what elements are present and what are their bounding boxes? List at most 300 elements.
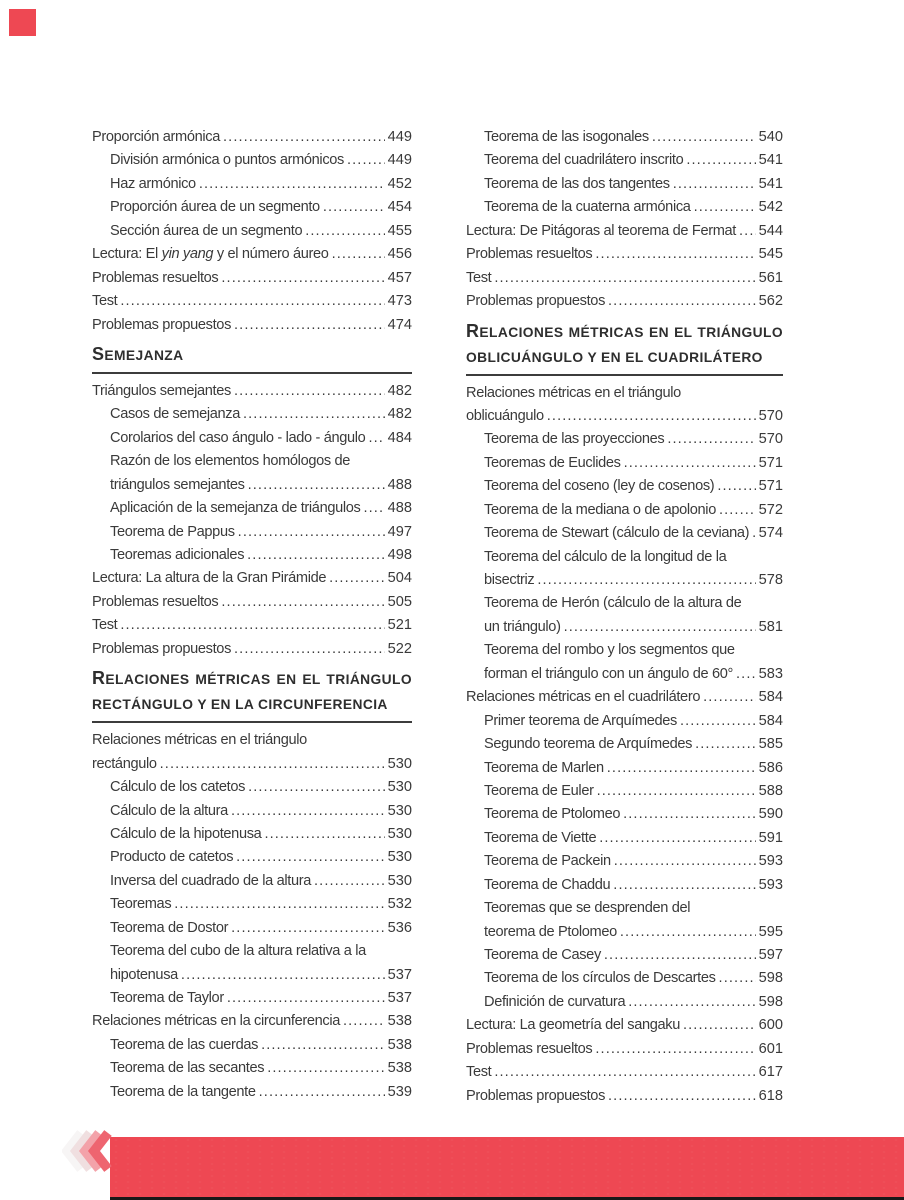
toc-entry bbox=[466, 780, 783, 803]
toc-entry-label: Cálculo de la altura bbox=[110, 802, 228, 819]
toc-entry bbox=[466, 243, 783, 266]
toc-leader-dots bbox=[717, 475, 755, 498]
toc-entry-label: Relaciones métricas en el triángulo bbox=[92, 732, 307, 749]
toc-entry bbox=[466, 267, 783, 290]
toc-entry bbox=[466, 1085, 783, 1108]
toc-page-number: 537 bbox=[387, 966, 412, 983]
toc-entry bbox=[92, 544, 412, 567]
toc-page-number: 572 bbox=[758, 501, 783, 518]
toc-page-number: 474 bbox=[387, 316, 412, 333]
toc-entry-label: Teorema de la cuaterna armónica bbox=[484, 199, 691, 216]
toc-page-number: 530 bbox=[387, 825, 412, 842]
toc-page-number: 591 bbox=[758, 829, 783, 846]
toc-entry bbox=[92, 964, 412, 987]
toc-entry-label: Test bbox=[92, 293, 118, 310]
toc-entry bbox=[92, 220, 412, 243]
toc-leader-dots bbox=[604, 944, 756, 967]
rewind-chevrons-icon bbox=[62, 1130, 118, 1174]
toc-entry-label: Cálculo de la hipotenusa bbox=[110, 825, 262, 842]
toc-page-number: 570 bbox=[758, 431, 783, 448]
toc-entry bbox=[92, 591, 412, 614]
toc-page-number: 590 bbox=[758, 806, 783, 823]
toc-entry bbox=[466, 546, 783, 569]
toc-leader-dots bbox=[323, 196, 385, 219]
toc-page-number: 456 bbox=[387, 246, 412, 263]
toc-leader-dots bbox=[234, 380, 385, 403]
toc-page-number: 484 bbox=[387, 429, 412, 446]
toc-entry bbox=[92, 173, 412, 196]
toc-page-number: 530 bbox=[387, 802, 412, 819]
toc-leader-dots bbox=[231, 800, 385, 823]
toc-entry bbox=[92, 403, 412, 426]
toc-page-number: 617 bbox=[758, 1064, 783, 1081]
toc-entry bbox=[466, 663, 783, 686]
toc-entry-label: Teorema de las isogonales bbox=[484, 129, 649, 145]
toc-page-number: 584 bbox=[758, 712, 783, 729]
bottom-red-band bbox=[110, 1137, 904, 1197]
toc-leader-dots bbox=[160, 753, 385, 776]
toc-entry bbox=[92, 149, 412, 172]
toc-leader-dots bbox=[267, 1057, 384, 1080]
toc-leader-dots bbox=[599, 827, 755, 850]
toc-page-number: 504 bbox=[387, 570, 412, 587]
toc-leader-dots bbox=[620, 921, 756, 944]
toc-entry bbox=[466, 173, 783, 196]
toc-leader-dots bbox=[368, 427, 384, 450]
toc-leader-dots bbox=[719, 967, 756, 990]
toc-page-number: 540 bbox=[758, 129, 783, 145]
toc-leader-dots bbox=[199, 173, 385, 196]
toc-block bbox=[92, 126, 412, 337]
toc-leader-dots bbox=[236, 846, 384, 869]
toc-page-number: 488 bbox=[387, 500, 412, 517]
toc-entry bbox=[92, 474, 412, 497]
toc-leader-dots bbox=[174, 893, 384, 916]
toc-leader-dots bbox=[363, 497, 384, 520]
toc-leader-dots bbox=[343, 1010, 385, 1033]
toc-leader-dots bbox=[624, 452, 756, 475]
toc-page-number: 522 bbox=[387, 640, 412, 657]
toc-entry bbox=[92, 1057, 412, 1080]
toc-leader-dots bbox=[221, 267, 384, 290]
toc-entry bbox=[92, 870, 412, 893]
toc-entry-label: Test bbox=[466, 1064, 492, 1081]
toc-page-number: 530 bbox=[387, 755, 412, 772]
toc-entry-label: Teorema de Taylor bbox=[110, 990, 224, 1006]
toc-entry bbox=[92, 893, 412, 916]
toc-entry-label: Teorema de las cuerdas bbox=[110, 1036, 259, 1053]
toc-leader-dots bbox=[248, 474, 385, 497]
toc-page-number: 562 bbox=[758, 293, 783, 310]
toc-page-number: 530 bbox=[387, 779, 412, 796]
toc-page-number: 578 bbox=[758, 572, 783, 588]
toc-leader-dots bbox=[628, 991, 755, 1014]
toc-leader-dots bbox=[537, 569, 755, 592]
toc-page-number: 542 bbox=[758, 199, 783, 216]
toc-entry-label: Test bbox=[466, 269, 492, 286]
toc-entry-label: Producto de catetos bbox=[110, 849, 234, 866]
toc-page-number: 581 bbox=[758, 618, 783, 635]
toc-entry bbox=[466, 757, 783, 780]
toc-page-number: 452 bbox=[387, 175, 412, 192]
toc-entry bbox=[92, 314, 412, 337]
toc-page-number: 545 bbox=[758, 246, 783, 263]
toc-entry-label: Casos de semejanza bbox=[110, 406, 240, 423]
toc-page-number: 538 bbox=[387, 1036, 412, 1053]
toc-page-number: 541 bbox=[758, 175, 783, 192]
toc-entry bbox=[92, 776, 412, 799]
toc-entry-label: Problemas resueltos bbox=[92, 593, 219, 610]
toc-leader-dots bbox=[234, 638, 385, 661]
toc-entry bbox=[466, 592, 783, 615]
toc-entry-label: Teorema de la tangente bbox=[110, 1083, 256, 1100]
toc-page-number: 488 bbox=[387, 476, 412, 493]
toc-entry-label: Problemas resueltos bbox=[466, 1040, 593, 1057]
toc-page-number: 538 bbox=[387, 1013, 412, 1030]
toc-page-number: 593 bbox=[758, 853, 783, 870]
toc-leader-dots bbox=[238, 521, 385, 544]
toc-entry-label: Teorema del rombo y los segmentos que bbox=[484, 642, 735, 659]
toc-leader-dots bbox=[597, 780, 756, 803]
toc-entry bbox=[466, 196, 783, 219]
toc-leader-dots bbox=[332, 243, 385, 266]
toc-page-number: 497 bbox=[387, 523, 412, 540]
toc-page-number: 537 bbox=[387, 990, 412, 1006]
toc-entry-label: Proporción armónica bbox=[92, 129, 221, 145]
toc-leader-dots bbox=[607, 757, 756, 780]
toc-leader-dots bbox=[736, 663, 756, 686]
toc-leader-dots bbox=[120, 290, 384, 313]
toc-entry-label: Teorema de Dostor bbox=[110, 919, 229, 936]
toc-leader-dots bbox=[494, 1061, 755, 1084]
toc-entry bbox=[466, 991, 783, 1014]
toc-entry-label: oblicuángulo bbox=[466, 407, 544, 424]
toc-block bbox=[466, 382, 783, 1109]
toc-entry bbox=[92, 638, 412, 661]
corner-accent-square bbox=[9, 9, 36, 36]
toc-leader-dots bbox=[314, 870, 385, 893]
toc-leader-dots bbox=[223, 126, 385, 149]
toc-entry-label: Inversa del cuadrado de la altura bbox=[110, 872, 312, 889]
toc-entry bbox=[92, 497, 412, 520]
toc-entry-label: Teorema de Viette bbox=[484, 829, 597, 846]
toc-entry-label: Triángulos semejantes bbox=[92, 382, 231, 399]
toc-leader-dots bbox=[547, 405, 756, 428]
toc-entry bbox=[92, 823, 412, 846]
toc-page-number: 601 bbox=[758, 1040, 783, 1057]
toc-leader-dots bbox=[686, 149, 755, 172]
toc-leader-dots bbox=[248, 776, 385, 799]
section-heading: SEMEJANZA bbox=[92, 342, 412, 374]
toc-entry-label: teorema de Ptolomeo bbox=[484, 923, 617, 940]
toc-entry-label: Teorema de Marlen bbox=[484, 759, 604, 776]
toc-leader-dots bbox=[719, 499, 756, 522]
toc-entry bbox=[92, 243, 412, 266]
toc-entry-label: Sección áurea de un segmento bbox=[110, 222, 303, 239]
toc-entry bbox=[466, 475, 783, 498]
toc-entry-label: bisectriz bbox=[484, 572, 535, 588]
toc-entry-label: Lectura: De Pitágoras al teorema de Fermat bbox=[466, 222, 737, 239]
toc-entry bbox=[92, 267, 412, 290]
toc-entry bbox=[466, 405, 783, 428]
toc-leader-dots bbox=[752, 522, 755, 545]
toc-column-left bbox=[92, 126, 412, 1104]
toc-entry bbox=[92, 940, 412, 963]
toc-entry bbox=[466, 149, 783, 172]
toc-entry-label: Relaciones métricas en el cuadrilátero bbox=[466, 689, 701, 706]
toc-entry-label: Teorema de Euler bbox=[484, 782, 594, 799]
toc-entry bbox=[92, 126, 412, 149]
toc-entry-label: Teorema de Pappus bbox=[110, 523, 235, 540]
toc-leader-dots bbox=[264, 823, 384, 846]
toc-page-number: 530 bbox=[387, 872, 412, 889]
toc-entry bbox=[92, 450, 412, 473]
toc-page-number: 571 bbox=[758, 454, 783, 471]
toc-entry bbox=[466, 382, 783, 405]
toc-entry-label: Teorema de las secantes bbox=[110, 1060, 265, 1077]
toc-entry-label: Teorema del cálculo de la longitud de la bbox=[484, 548, 727, 565]
toc-entry-label: Problemas resueltos bbox=[92, 269, 219, 286]
toc-entry-label: hipotenusa bbox=[110, 966, 178, 983]
toc-entry bbox=[466, 803, 783, 826]
toc-entry bbox=[466, 1038, 783, 1061]
toc-entry-label: Proporción áurea de un segmento bbox=[110, 199, 320, 216]
toc-leader-dots bbox=[673, 173, 756, 196]
toc-entry bbox=[466, 897, 783, 920]
toc-entry-label: Teorema de Herón (cálculo de la altura de bbox=[484, 595, 742, 612]
toc-leader-dots bbox=[120, 614, 384, 637]
toc-entry-label: Teoremas bbox=[110, 896, 172, 913]
toc-leader-dots bbox=[227, 987, 385, 1010]
toc-entry bbox=[466, 733, 783, 756]
section-heading: RELACIONES MÉTRICAS EN EL TRIÁNGULO OBLICUÁNGULO Y EN EL CUADRILÁTERO bbox=[466, 319, 783, 376]
toc-entry-label: forman el triángulo con un ángulo de 60° bbox=[484, 665, 734, 682]
toc-entry-label: Aplicación de la semejanza de triángulos bbox=[110, 500, 361, 517]
toc-entry-label: Teorema de Ptolomeo bbox=[484, 806, 621, 823]
toc-entry bbox=[466, 850, 783, 873]
toc-entry-label: Lectura: La geometría del sangaku bbox=[466, 1017, 680, 1034]
toc-entry-label: Cálculo de los catetos bbox=[110, 779, 246, 796]
toc-entry bbox=[92, 380, 412, 403]
toc-leader-dots bbox=[623, 803, 756, 826]
toc-entry-label: Lectura: La altura de la Gran Pirámide bbox=[92, 570, 327, 587]
toc-entry bbox=[92, 753, 412, 776]
toc-page-number: 574 bbox=[758, 525, 783, 542]
toc-entry-label: rectángulo bbox=[92, 755, 157, 772]
toc-leader-dots bbox=[329, 567, 385, 590]
toc-entry bbox=[466, 874, 783, 897]
toc-entry-label: Razón de los elementos homólogos de bbox=[110, 453, 351, 470]
toc-block bbox=[92, 380, 412, 661]
toc-page-number: 600 bbox=[758, 1017, 783, 1034]
toc-leader-dots bbox=[261, 1034, 385, 1057]
toc-page-number: 455 bbox=[387, 222, 412, 239]
toc-entry-label: Haz armónico bbox=[110, 175, 196, 192]
toc-leader-dots bbox=[613, 874, 755, 897]
toc-entry-label: Problemas resueltos bbox=[466, 246, 593, 263]
toc-leader-dots bbox=[667, 428, 755, 451]
toc-page-number: 498 bbox=[387, 547, 412, 563]
toc-entry bbox=[92, 427, 412, 450]
toc-entry-label: Test bbox=[92, 617, 118, 634]
toc-page-number: 457 bbox=[387, 269, 412, 286]
toc-page-number: 593 bbox=[758, 876, 783, 893]
toc-entry-label: Problemas propuestos bbox=[466, 1087, 606, 1104]
toc-entry bbox=[466, 522, 783, 545]
toc-entry bbox=[92, 567, 412, 590]
toc-leader-dots bbox=[259, 1081, 385, 1104]
toc-leader-dots bbox=[595, 1038, 755, 1061]
toc-leader-dots bbox=[680, 710, 756, 733]
toc-entry bbox=[92, 521, 412, 544]
toc-page-number: 585 bbox=[758, 736, 783, 753]
toc-entry-label: División armónica o puntos armónicos bbox=[110, 152, 344, 169]
toc-entry-label: Problemas propuestos bbox=[466, 293, 606, 310]
toc-entry bbox=[92, 1010, 412, 1033]
toc-page-number: 454 bbox=[387, 199, 412, 216]
toc-leader-dots bbox=[739, 220, 756, 243]
toc-entry-label: Teorema de Packein bbox=[484, 853, 611, 870]
toc-page-number: 449 bbox=[387, 152, 412, 169]
toc-entry-label: Teoremas que se desprenden del bbox=[484, 900, 691, 917]
toc-page-number: 583 bbox=[758, 665, 783, 682]
toc-leader-dots bbox=[305, 220, 384, 243]
toc-leader-dots bbox=[695, 733, 756, 756]
toc-entry bbox=[466, 499, 783, 522]
toc-entry bbox=[466, 1014, 783, 1037]
toc-page-number: 539 bbox=[387, 1083, 412, 1100]
toc-entry-label: Relaciones métricas en la circunferencia bbox=[92, 1013, 340, 1030]
toc-page-number: 505 bbox=[387, 593, 412, 610]
section-heading: RELACIONES MÉTRICAS EN EL TRIÁNGULO RECTÁNGULO Y EN LA CIRCUNFERENCIA bbox=[92, 666, 412, 723]
toc-entry-label: Teorema de Stewart (cálculo de la ceviana) bbox=[484, 525, 750, 542]
toc-entry bbox=[466, 944, 783, 967]
toc-page-number: 482 bbox=[387, 406, 412, 423]
toc-leader-dots bbox=[231, 917, 384, 940]
toc-entry-label: Lectura: El yin yang y el número áureo bbox=[92, 246, 329, 263]
toc-page-number: 598 bbox=[758, 993, 783, 1010]
toc-entry bbox=[92, 614, 412, 637]
toc-entry bbox=[466, 290, 783, 313]
toc-entry bbox=[466, 639, 783, 662]
toc-page-number: 598 bbox=[758, 970, 783, 987]
toc-entry bbox=[466, 569, 783, 592]
toc-page-number: 586 bbox=[758, 759, 783, 776]
toc-block bbox=[92, 729, 412, 1104]
toc-leader-dots bbox=[347, 149, 385, 172]
toc-leader-dots bbox=[247, 544, 384, 567]
toc-leader-dots bbox=[652, 126, 756, 149]
toc-entry-label: Primer teorema de Arquímedes bbox=[484, 712, 677, 729]
toc-page-number: 449 bbox=[387, 129, 412, 145]
toc-entry bbox=[466, 827, 783, 850]
toc-entry-label: Teoremas adicionales bbox=[110, 547, 245, 563]
toc-entry-label: Teorema de las dos tangentes bbox=[484, 175, 670, 192]
toc-entry bbox=[92, 290, 412, 313]
toc-entry-label: Teorema del cubo de la altura relativa a la bbox=[110, 943, 366, 960]
toc-entry-label: triángulos semejantes bbox=[110, 476, 245, 493]
toc-entry bbox=[466, 220, 783, 243]
toc-entry bbox=[92, 729, 412, 752]
toc-page-number: 595 bbox=[758, 923, 783, 940]
toc-entry-label: un triángulo) bbox=[484, 618, 561, 635]
toc-leader-dots bbox=[595, 243, 755, 266]
toc-leader-dots bbox=[683, 1014, 756, 1037]
toc-entry-label: Teoremas de Euclides bbox=[484, 454, 621, 471]
toc-entry bbox=[466, 967, 783, 990]
toc-leader-dots bbox=[703, 686, 756, 709]
toc-entry bbox=[466, 452, 783, 475]
toc-entry-label: Definición de curvatura bbox=[484, 993, 626, 1010]
toc-entry bbox=[466, 921, 783, 944]
toc-page-number: 597 bbox=[758, 947, 783, 963]
toc-leader-dots bbox=[221, 591, 384, 614]
toc-leader-dots bbox=[234, 314, 385, 337]
toc-entry bbox=[92, 846, 412, 869]
toc-leader-dots bbox=[608, 290, 756, 313]
toc-leader-dots bbox=[564, 616, 756, 639]
toc-entry-label: Teorema de los círculos de Descartes bbox=[484, 970, 716, 987]
toc-entry-label: Teorema de la mediana o de apolonio bbox=[484, 501, 716, 518]
toc-entry bbox=[466, 126, 783, 149]
toc-entry-label: Teorema de las proyecciones bbox=[484, 431, 665, 448]
toc-page-number: 482 bbox=[387, 382, 412, 399]
toc-page-number: 532 bbox=[387, 896, 412, 913]
toc-page-number: 538 bbox=[387, 1060, 412, 1077]
toc-leader-dots bbox=[694, 196, 756, 219]
toc-page-number: 530 bbox=[387, 849, 412, 866]
toc-page-number: 584 bbox=[758, 689, 783, 706]
toc-entry bbox=[466, 1061, 783, 1084]
toc-page-number: 473 bbox=[387, 293, 412, 310]
toc-entry-label: Teorema del coseno (ley de cosenos) bbox=[484, 478, 715, 495]
toc-entry-label: Teorema de Chaddu bbox=[484, 876, 611, 893]
toc-leader-dots bbox=[243, 403, 385, 426]
toc-page-number: 571 bbox=[758, 478, 783, 495]
toc-entry bbox=[466, 686, 783, 709]
toc-leader-dots bbox=[181, 964, 385, 987]
toc-leader-dots bbox=[494, 267, 755, 290]
toc-entry bbox=[92, 1034, 412, 1057]
toc-leader-dots bbox=[614, 850, 756, 873]
toc-entry bbox=[92, 917, 412, 940]
toc-page-number: 536 bbox=[387, 919, 412, 936]
toc-entry bbox=[92, 196, 412, 219]
toc-entry bbox=[466, 616, 783, 639]
toc-page-number: 588 bbox=[758, 782, 783, 799]
toc-page-number: 541 bbox=[758, 152, 783, 169]
toc-block bbox=[466, 126, 783, 314]
toc-entry bbox=[466, 428, 783, 451]
toc-entry-label: Relaciones métricas en el triángulo bbox=[466, 384, 681, 401]
toc-page-number: 618 bbox=[758, 1087, 783, 1104]
toc-entry-label: Teorema del cuadrilátero inscrito bbox=[484, 152, 684, 169]
toc-entry-label: Segundo teorema de Arquímedes bbox=[484, 736, 693, 753]
toc-leader-dots bbox=[608, 1085, 756, 1108]
toc-page-number: 570 bbox=[758, 407, 783, 424]
toc-entry-label: Problemas propuestos bbox=[92, 640, 232, 657]
toc-page-number: 544 bbox=[758, 222, 783, 239]
toc-entry-label: Corolarios del caso ángulo - lado - ángulo bbox=[110, 429, 366, 446]
toc-page-number: 561 bbox=[758, 269, 783, 286]
toc-entry-label: Teorema de Casey bbox=[484, 947, 601, 963]
toc-entry bbox=[92, 987, 412, 1010]
toc-page-number: 521 bbox=[387, 617, 412, 634]
toc-column-right bbox=[466, 126, 783, 1108]
toc-entry bbox=[92, 800, 412, 823]
toc-entry-label: Problemas propuestos bbox=[92, 316, 232, 333]
toc-entry bbox=[92, 1081, 412, 1104]
